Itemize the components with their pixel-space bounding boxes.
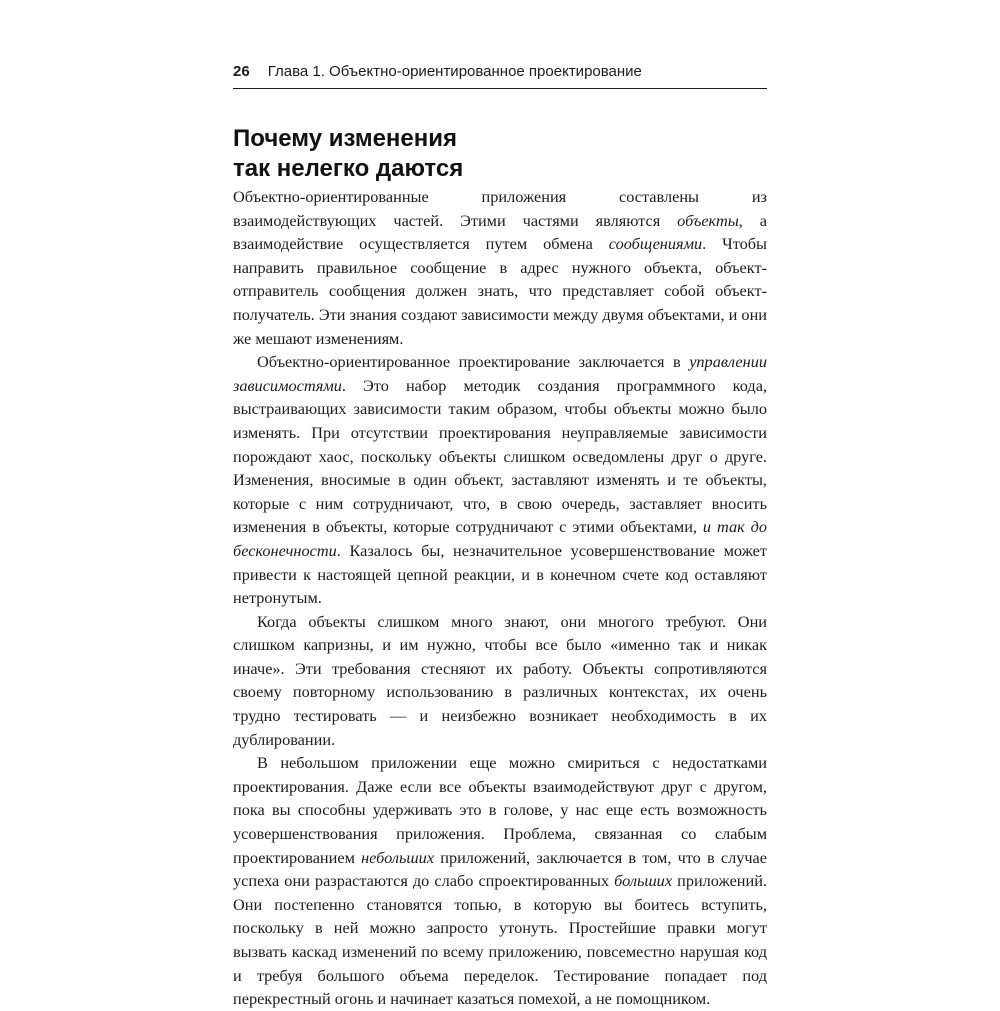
section-heading: [233, 124, 767, 184]
header-rule: [233, 88, 767, 89]
paragraph-text: приложений, заключается в том, что в случае успеха они разрастаются до слабо спроектированных: [233, 847, 768, 891]
running-head: [233, 63, 767, 89]
italic-term: управлении зависимостями: [233, 352, 767, 395]
paragraph-text: Объектно-ориентированное проектирование заключается в: [257, 352, 690, 372]
paragraph-text: . Это набор методик создания программного кода, выстраивающих зависимости таким образом, чтобы объекты можно было изменять. При отсутствии проектирования неуправляемые зависимости порождают хаос, поскольку объекты слишком осведомлены друг о друге. Изменения, вносимые в один объект, заставляют изменять и те объекты, которые с ним сотрудничают, что, в свою очередь, заставляет вносить изменения в объекты, которые сотрудничают с этими объектами,: [233, 375, 767, 537]
paragraph-text: Когда объекты слишком много знают, они многого требуют. Они слишком капризны, и им нужно, чтобы все было «именно так и никак иначе». Эти требования стесняют их работу. Объекты сопротивляются своему повторному использованию в различных контекстах, их очень трудно тестировать — и неизбежно возникает необходимость в их дублировании.: [233, 611, 767, 749]
italic-term: и так до бесконечности: [233, 517, 767, 560]
italic-term: больших: [614, 871, 673, 891]
paragraph-4: [233, 751, 767, 1011]
paragraph-3: [233, 610, 767, 752]
page-number: 26: [233, 63, 250, 80]
italic-term: объекты: [677, 210, 739, 230]
paragraph-text: В небольшом приложении еще можно смириться с недостатками проектирования. Даже если все объекты взаимодействуют друг с другом, пока вы способны удерживать это в голове, у нас еще есть возможность усовершенствования приложения. Проблема, связанная со слабым проектированием: [233, 753, 767, 867]
paragraph-text: Объектно-ориентированные приложения составлены из взаимодействующих частей. Этими частями являются: [233, 187, 767, 230]
paragraph-1: [233, 185, 767, 350]
paragraph-text: , а взаимодействие осуществляется путем обмена: [233, 210, 768, 254]
paragraph-2: [233, 350, 767, 610]
body-text: [233, 185, 767, 1011]
section-heading-line-2: так нелегко даются: [233, 155, 464, 182]
section-heading-line-1: Почему изменения: [233, 125, 458, 152]
italic-term: небольших: [361, 847, 435, 867]
paragraph-text: приложений. Они постепенно становятся топью, в которую вы боитесь вступить, поскольку в ней можно запросто утонуть. Простейшие правки могут вызвать каскад изменений по всему приложению, повсеместно нарушая код и требуя большого объема переделок. Тестирование попадает под перекрестный огонь и начинает казаться помехой, а не помощником.: [233, 871, 768, 1009]
italic-term: сообщениями: [608, 234, 703, 254]
paragraph-text: . Чтобы направить правильное сообщение в адрес нужного объекта, объект-отправитель сообщения должен знать, что представляет собой объект-получатель. Эти знания создают зависимости между двумя объектами, и они же мешают изменениям.: [233, 234, 767, 348]
paragraph-text: . Казалось бы, незначительное усовершенствование может привести к настоящей цепной реакции, и в конечном счете код оставляют нетронутым.: [233, 540, 767, 608]
chapter-title: Глава 1. Объектно-ориентированное проектирование: [267, 63, 642, 80]
